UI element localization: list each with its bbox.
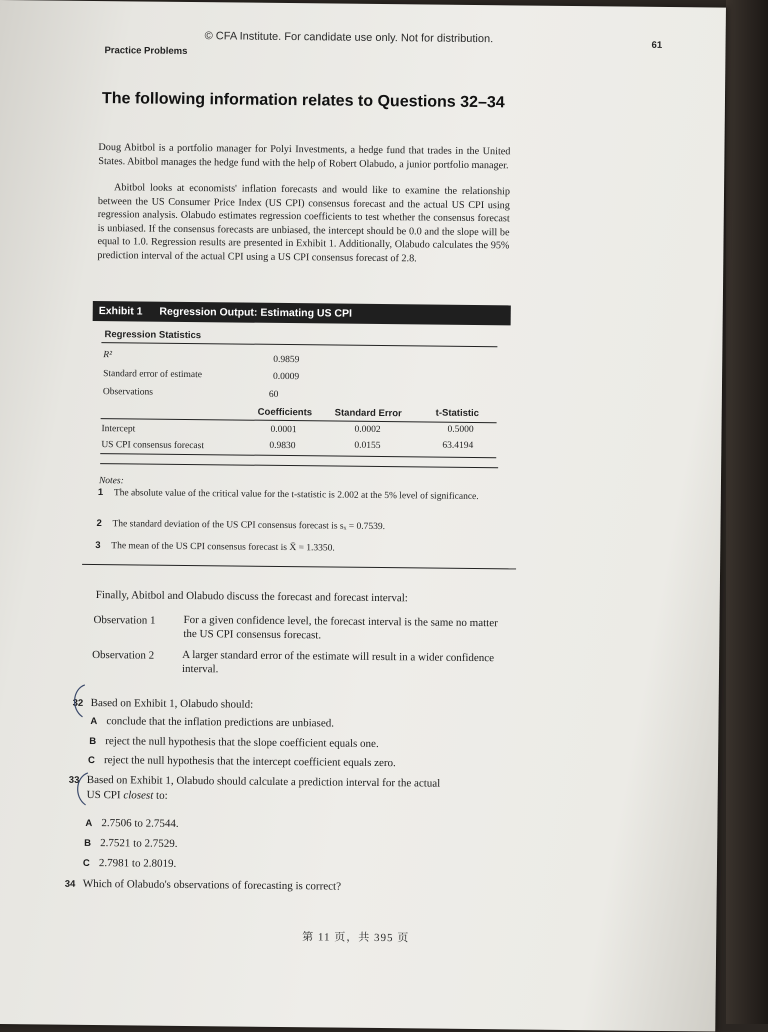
note-number: 2 xyxy=(96,518,102,530)
copyright-header: © CFA Institute. For candidate use only. Not for distribution. xyxy=(204,30,494,46)
exhibit-title: Regression Output: Estimating US CPI xyxy=(159,305,353,320)
note-number: 3 xyxy=(95,540,101,552)
cell-forecast-t: 63.4194 xyxy=(442,440,474,451)
question-text: Which of Olabudo's observations of forecasting is correct? xyxy=(82,877,342,893)
cell-intercept-coef: 0.0001 xyxy=(270,424,297,436)
pen-annotation xyxy=(62,681,103,811)
note-text: The standard deviation of the US CPI consensus forecast is sₓ = 0.7539. xyxy=(112,519,386,533)
question-text: Based on Exhibit 1, Olabudo should calculate a prediction interval for the actual xyxy=(86,773,441,790)
page-number: 61 xyxy=(651,39,663,51)
question-emphasis: closest xyxy=(123,789,154,802)
option-text: reject the null hypothesis that the intercept coefficient equals zero. xyxy=(103,754,396,770)
section-header: Practice Problems xyxy=(104,45,188,57)
question-33 xyxy=(69,773,539,807)
observation-1-label: Observation 1 xyxy=(93,614,156,627)
col-header-t-statistic: t-Statistic xyxy=(435,407,480,420)
option-text: reject the null hypothesis that the slope coefficient equals one. xyxy=(105,735,379,751)
stat-value-obs: 60 xyxy=(268,389,279,400)
stat-label-obs: Observations xyxy=(102,387,154,398)
question-34 xyxy=(65,877,341,895)
row-label-forecast: US CPI consensus forecast xyxy=(101,440,205,452)
note-item xyxy=(96,517,501,535)
page-title: The following information relates to Questions 32–34 xyxy=(101,90,505,112)
exhibit-end-rule xyxy=(82,564,516,570)
cell-forecast-se: 0.0155 xyxy=(354,440,381,452)
option-letter: A xyxy=(85,817,93,830)
question-number: 33 xyxy=(68,774,80,786)
question-text: Based on Exhibit 1, Olabudo should: xyxy=(90,696,254,711)
exhibit-label: Exhibit 1 xyxy=(98,305,143,318)
intro-paragraph: Doug Abitbol is a portfolio manager for Polyi Investments, a hedge fund that trades in the United States. Abitbol manages the hedge fund with the help of Robert Olabudo, a junior portfolio manager. xyxy=(98,142,511,171)
option-letter: C xyxy=(87,754,95,767)
option-letter: C xyxy=(82,857,90,869)
option-text: conclude that the inflation predictions are unbiased. xyxy=(106,715,335,730)
table-rule xyxy=(101,342,497,347)
option-letter: B xyxy=(89,735,97,748)
question-number: 32 xyxy=(72,697,84,709)
observation-2-label: Observation 2 xyxy=(92,649,155,662)
row-label-intercept: Intercept xyxy=(101,424,136,435)
stat-label-se: Standard error of estimate xyxy=(103,369,203,381)
background-edge xyxy=(726,0,768,1024)
q32-option-b[interactable] xyxy=(89,734,379,752)
q32-option-a[interactable] xyxy=(90,714,334,732)
col-header-coefficients: Coefficients xyxy=(257,406,313,419)
stat-value-r2: 0.9859 xyxy=(273,354,300,366)
note-number: 1 xyxy=(97,487,104,499)
option-text: 2.7521 to 2.7529. xyxy=(100,837,178,850)
note-text: The absolute value of the critical value for the t-statistic is 2.002 at the 5% level of significance. xyxy=(113,488,479,503)
q33-option-c[interactable] xyxy=(83,856,176,872)
observation-2-text: A larger standard error of the estimate will result in a wider confidence interval. xyxy=(181,648,495,676)
observation-1-text: For a given confidence level, the forecast interval is the same no matter the US CPI consensus forecast. xyxy=(183,613,498,642)
notes-heading: Notes: xyxy=(98,476,124,487)
stat-label-r2: R² xyxy=(103,350,112,361)
col-header-standard-error: Standard Error xyxy=(334,407,402,420)
note-item xyxy=(95,539,500,557)
table-rule xyxy=(100,453,496,458)
question-text-cont: US CPI xyxy=(86,788,121,802)
option-letter: B xyxy=(84,837,92,849)
cell-intercept-t: 0.5000 xyxy=(447,424,474,435)
discussion-intro: Finally, Abitbol and Olabudo discuss the forecast and forecast interval: xyxy=(95,589,408,605)
table-rule xyxy=(101,418,497,423)
q33-option-b[interactable] xyxy=(84,836,177,852)
question-text-end: to: xyxy=(156,789,168,802)
q33-option-a[interactable] xyxy=(85,816,178,832)
question-number: 34 xyxy=(64,878,76,890)
q32-option-c[interactable] xyxy=(88,753,396,771)
note-text: The mean of the US CPI consensus forecast is X̄ = 1.3350. xyxy=(111,541,335,554)
exhibit-header xyxy=(93,301,511,325)
page-footer: 第 11 页，共 395 页 xyxy=(302,931,410,945)
table-rule xyxy=(100,463,498,468)
stats-heading: Regression Statistics xyxy=(104,329,202,342)
note-item xyxy=(98,486,503,504)
option-text: 2.7981 to 2.8019. xyxy=(98,857,177,870)
method-paragraph: Abitbol looks at economists' inflation forecasts and would like to examine the relationship between the US Consumer Price Index (US CPI) consensus forecast and the actual US CPI using regression analysis. Olabudo estimates regression coefficients to test whether the consensus forecast is unbiased. If the consensus forecasts are unbiased, the intercept should be 0.0 and the slope will be equal to 1.0. Regression results are presented in Exhibit 1. Additionally, Olabudo calculates the 95% prediction interval of the actual CPI using a US CPI consensus forecast of 2.8. xyxy=(97,182,511,264)
cell-forecast-coef: 0.9830 xyxy=(269,440,296,452)
stat-value-se: 0.0009 xyxy=(273,371,300,383)
cell-intercept-se: 0.0002 xyxy=(354,424,381,436)
option-text: 2.7506 to 2.7544. xyxy=(101,817,179,830)
option-letter: A xyxy=(90,715,98,728)
